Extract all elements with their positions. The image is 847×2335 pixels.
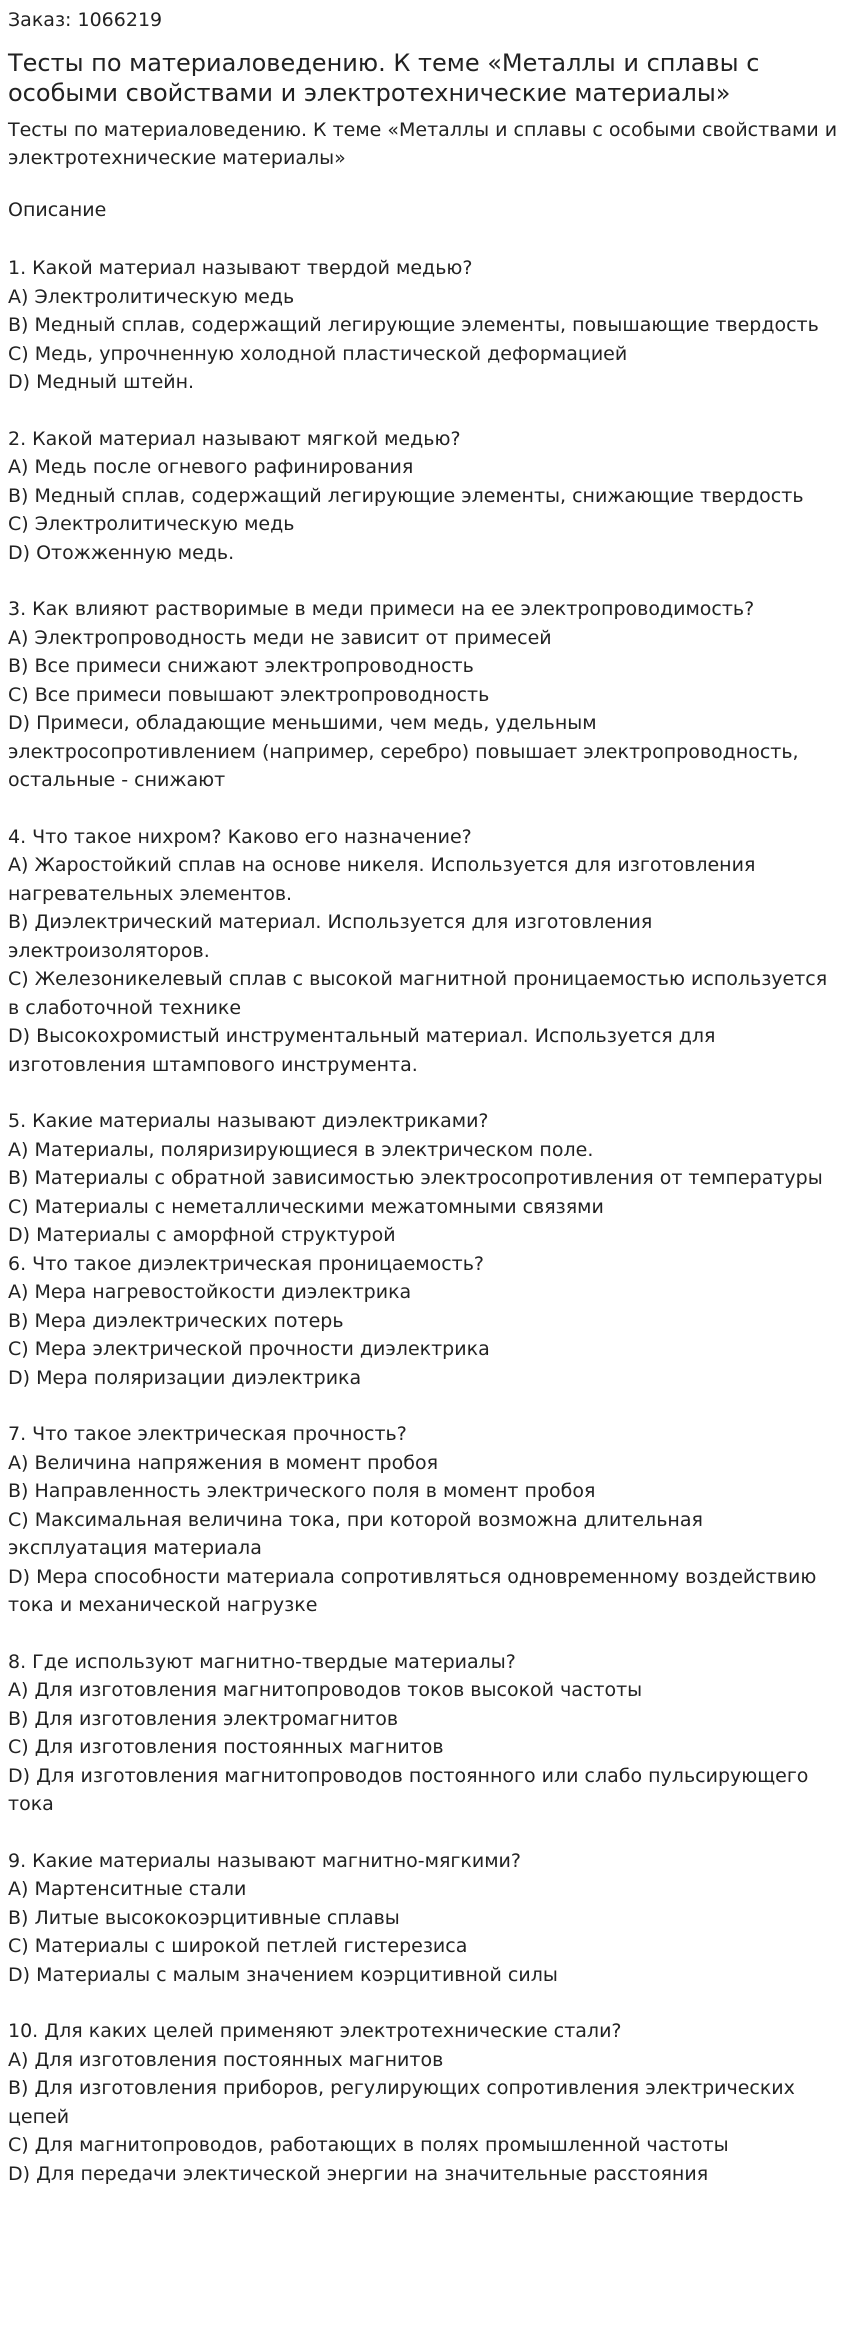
question-block xyxy=(8,254,843,397)
answer-option: D) Материалы с малым значением коэрцитивной силы xyxy=(8,1963,558,1986)
question-text: 6. Что такое диэлектрическая проницаемость? xyxy=(8,1252,485,1275)
page-title: Тесты по материаловедению. К теме «Металлы и сплавы с особыми свойствами и электротехнические материалы» xyxy=(8,49,760,107)
description-heading: Описание xyxy=(8,199,107,221)
answer-option: D) Медный штейн. xyxy=(8,371,195,393)
answer-option: B) Материалы с обратной зависимостью электросопротивления от температуры xyxy=(8,1167,823,1189)
page-subtitle: Тесты по материаловедению. К теме «Металлы и сплавы с особыми свойствами и электротехнические материалы» xyxy=(8,119,838,169)
question-text: 9. Какие материалы называют магнитно-мягкими? xyxy=(8,1849,521,1872)
answer-option: D) Мера поляризации диэлектрика xyxy=(8,1366,362,1389)
answer-option: B) Медный сплав, содержащий легирующие элементы, снижающие твердость xyxy=(8,484,804,507)
order-number xyxy=(8,6,843,34)
answer-option: B) Направленность электрического поля в момент пробоя xyxy=(8,1480,596,1502)
answer-option: D) Отожженную медь. xyxy=(8,541,235,564)
answer-option: C) Максимальная величина тока, при которой возможна длительная эксплуатация материала xyxy=(8,1508,703,1559)
question-block xyxy=(8,823,843,1080)
answer-option: A) Для изготовления магнитопроводов токов высокой частоты xyxy=(8,1679,643,1701)
answer-option: C) Материалы с широкой петлей гистерезиса xyxy=(8,1935,468,1957)
question-text: 8. Где используют магнитно-твердые материалы? xyxy=(8,1650,516,1673)
answer-option: A) Электролитическую медь xyxy=(8,285,295,308)
answer-option: A) Для изготовления постоянных магнитов xyxy=(8,2048,444,2071)
question-block xyxy=(8,425,843,568)
question-block xyxy=(8,1250,843,1393)
answer-option: C) Электролитическую медь xyxy=(8,513,295,535)
questions-list xyxy=(8,254,843,2188)
answer-option: B) Для изготовления электромагнитов xyxy=(8,1707,399,1730)
question-block xyxy=(8,595,843,795)
answer-option: C) Все примеси повышают электропроводность xyxy=(8,683,490,706)
answer-option: B) Для изготовления приборов, регулирующих сопротивления электрических цепей xyxy=(8,2077,795,2128)
question-text: 3. Как влияют растворимые в меди примеси на ее электропроводимость? xyxy=(8,598,755,620)
answer-option: C) Железоникелевый сплав с высокой магнитной проницаемостью используется в слаботочной технике xyxy=(8,968,828,1019)
order-value: 1066219 xyxy=(77,9,163,31)
answer-option: A) Жаростойкий сплав на основе никеля. Используется для изготовления нагревательных элементов. xyxy=(8,854,756,905)
answer-option: B) Литые высококоэрцитивные сплавы xyxy=(8,1906,400,1929)
question-text: 1. Какой материал называют твердой медью? xyxy=(8,257,473,279)
answer-option: A) Величина напряжения в момент пробоя xyxy=(8,1451,438,1474)
answer-option: D) Для передачи электической энергии на значительные расстояния xyxy=(8,2162,709,2185)
question-block xyxy=(8,2017,843,2188)
question-text: 10. Для каких целей применяют электротехнические стали? xyxy=(8,2020,622,2042)
question-text: 5. Какие материалы называют диэлектриками? xyxy=(8,1110,489,1132)
answer-option: C) Материалы с неметаллическими межатомными связями xyxy=(8,1195,604,1218)
question-block xyxy=(8,1648,843,1819)
question-text: 2. Какой материал называют мягкой медью? xyxy=(8,427,461,450)
answer-option: C) Для магнитопроводов, работающих в полях промышленной частоты xyxy=(8,2134,729,2156)
answer-option: B) Диэлектрический материал. Используется для изготовления электроизоляторов. xyxy=(8,911,653,962)
answer-option: D) Для изготовления магнитопроводов постоянного или слабо пульсирующего тока xyxy=(8,1764,809,1815)
answer-option: D) Высокохромистый инструментальный материал. Используется для изготовления штампового инструмента. xyxy=(8,1025,716,1076)
answer-option: A) Материалы, поляризирующиеся в электрическом поле. xyxy=(8,1138,594,1161)
question-text: 7. Что такое электрическая прочность? xyxy=(8,1423,407,1445)
answer-option: B) Мера диэлектрических потерь xyxy=(8,1309,344,1332)
question-block xyxy=(8,1847,843,1990)
answer-option: C) Для изготовления постоянных магнитов xyxy=(8,1736,444,1758)
document-page xyxy=(8,0,843,2216)
answer-option: A) Медь после огневого рафинирования xyxy=(8,456,414,478)
answer-option: A) Электропроводность меди не зависит от примесей xyxy=(8,626,552,649)
answer-option: A) Мера нагревостойкости диэлектрика xyxy=(8,1281,412,1303)
question-text: 4. Что такое нихром? Каково его назначение? xyxy=(8,825,472,848)
question-block xyxy=(8,1107,843,1250)
order-label: Заказ: xyxy=(8,9,72,31)
answer-option: D) Материалы с аморфной структурой xyxy=(8,1224,396,1246)
answer-option: D) Мера способности материала сопротивляться одновременному воздействию тока и механической нагрузке xyxy=(8,1565,817,1616)
answer-option: D) Примеси, обладающие меньшими, чем медь, удельным электросопротивлением (например, серебро) повышает электропроводность, остальные - снижают xyxy=(8,712,799,791)
answer-option: A) Мартенситные стали xyxy=(8,1878,247,1900)
answer-option: C) Мера электрической прочности диэлектрика xyxy=(8,1338,490,1360)
answer-option: B) Медный сплав, содержащий легирующие элементы, повышающие твердость xyxy=(8,314,819,336)
answer-option: B) Все примеси снижают электропроводность xyxy=(8,655,474,677)
question-block xyxy=(8,1420,843,1620)
answer-option: C) Медь, упрочненную холодной пластической деформацией xyxy=(8,342,628,365)
